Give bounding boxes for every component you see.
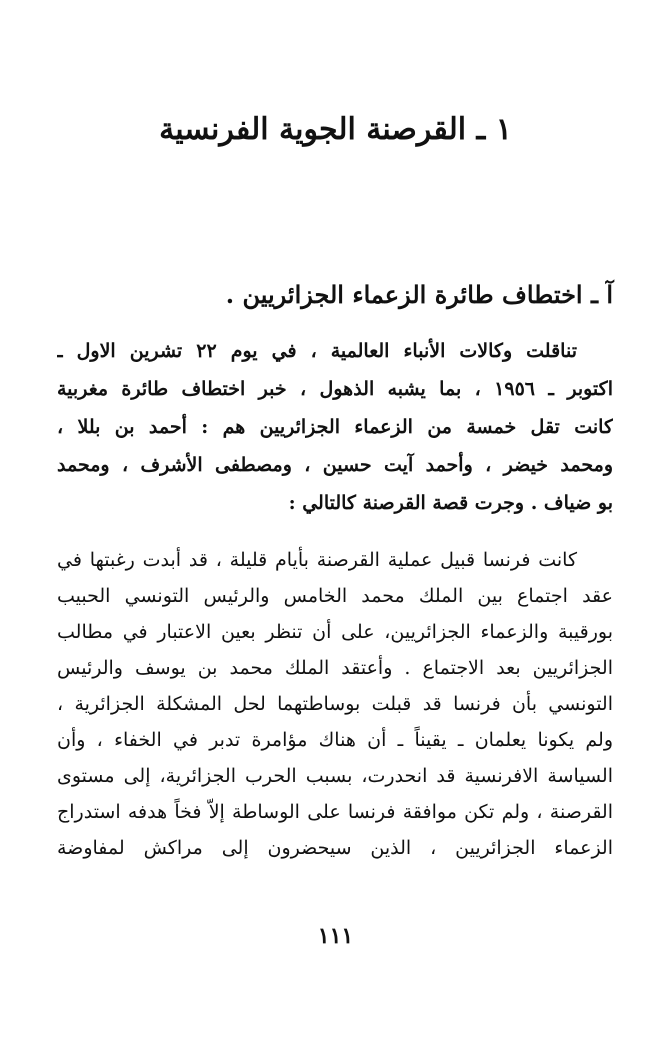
paragraph-line: القرصنة ، ولم تكن موافقة فرنسا على الوساطة إلاّ فخاً هدفه استدراج [57, 801, 613, 823]
paragraph-line: كانت فرنسا قبيل عملية القرصنة بأيام قليلة ، قد أبدت رغبتها في [57, 549, 577, 571]
section-heading: آ ـ اختطاف طائرة الزعماء الجزائريين . [225, 280, 613, 309]
paragraph-line: بو ضياف . وجرت قصة القرصنة كالتالي : [288, 492, 613, 514]
paragraph-line: ولم يكونا يعلمان ـ يقيناً ـ أن هناك مؤامرة تدبر في الخفاء ، وأن [57, 729, 613, 751]
paragraph-bold [57, 332, 613, 522]
paragraph-line: بورقيبة والزعماء الجزائريين، على أن تنظر بعين الاعتبار في مطالب [57, 621, 613, 643]
chapter-title: ١ ـ القرصنة الجوية الفرنسية [159, 112, 512, 147]
paragraph-line: تناقلت وكالات الأنباء العالمية ، في يوم ٢٢ تشرين الاول ـ [57, 340, 577, 362]
paragraph-line: السياسة الافرنسية قد انحدرت، بسبب الحرب الجزائرية، إلى مستوى [57, 765, 613, 787]
paragraph-line: التونسي بأن فرنسا قد قبلت بوساطتهما لحل المشكلة الجزائرية ، [57, 693, 613, 715]
paragraph-line: كانت تقل خمسة من الزعماء الجزائريين هم : أحمد بن بللا ، [57, 416, 613, 438]
paragraph-line: الجزائريين بعد الاجتماع . وأعتقد الملك محمد بن يوسف والرئيس [57, 657, 613, 679]
paragraph-line: عقد اجتماع بين الملك محمد الخامس والرئيس التونسي الحبيب [57, 585, 613, 607]
paragraph-body [57, 542, 613, 866]
paragraph-line: ومحمد خيضر ، وأحمد آيت حسين ، ومصطفى الأشرف ، ومحمد [57, 454, 613, 476]
page-number: ١١١ [317, 923, 354, 949]
paragraph-line: اكتوبر ـ ١٩٥٦ ، بما يشبه الذهول ، خبر اختطاف طائرة مغربية [57, 378, 613, 400]
paragraph-line: الزعماء الجزائريين ، الذين سيحضرون إلى مراكش لمفاوضة [57, 837, 613, 859]
